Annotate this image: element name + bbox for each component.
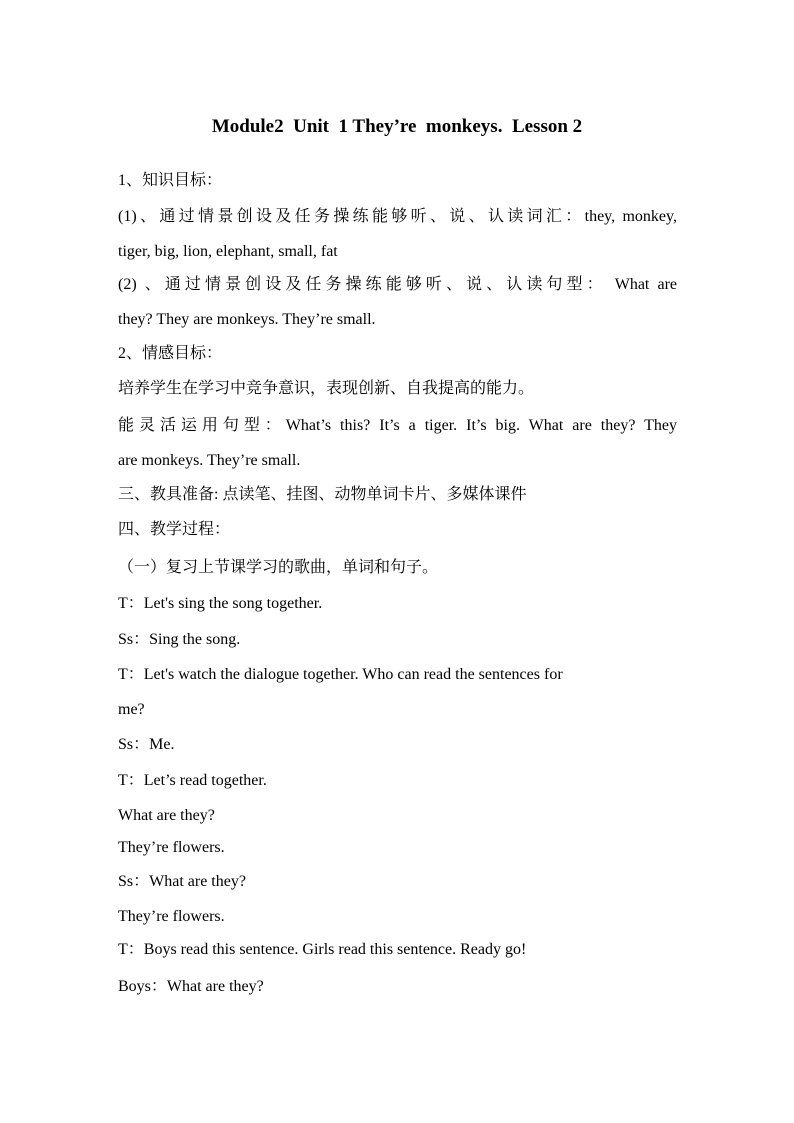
paragraph-line: they? They are monkeys. They’re small. xyxy=(118,311,376,328)
section-4-heading: 四、教学过程： xyxy=(118,521,231,538)
dialogue-line: me? xyxy=(118,701,145,718)
document-title: Module2 Unit 1 They’re monkeys. Lesson 2 xyxy=(211,116,583,137)
dialogue-line: Ss：Me. xyxy=(118,736,175,753)
paragraph-line: tiger, big, lion, elephant, small, fat xyxy=(118,243,338,260)
dialogue-line: What are they? xyxy=(118,807,215,824)
dialogue-line: T：Let’s read together. xyxy=(118,772,267,789)
dialogue-line: They’re flowers. xyxy=(118,908,225,925)
dialogue-line: T：Boys read this sentence. Girls read this sentence. Ready go! xyxy=(118,941,527,958)
paragraph-line: 能灵活运用句型：What’s this? It’s a tiger. It’s big. What are they? They xyxy=(118,417,677,434)
subsection-heading: （一）复习上节课学习的歌曲，单词和句子。 xyxy=(118,559,439,576)
section-1-heading: 1、知识目标： xyxy=(118,172,223,189)
dialogue-line: Ss：What are they? xyxy=(118,873,246,890)
dialogue-line: T：Let's watch the dialogue together. Who can read the sentences for xyxy=(118,666,563,683)
dialogue-line: Boys：What are they? xyxy=(118,978,264,995)
dialogue-line: Ss：Sing the song. xyxy=(118,631,241,648)
paragraph-line: (2) 、通过情景创设及任务操练能够听、说、认读句型： What are xyxy=(118,276,677,293)
paragraph-line: are monkeys. They’re small. xyxy=(118,452,301,469)
dialogue-line: They’re flowers. xyxy=(118,839,225,856)
paragraph-line: 培养学生在学习中竞争意识，表现创新、自我提高的能力。 xyxy=(118,380,535,397)
section-2-heading: 2、情感目标： xyxy=(118,345,223,362)
section-3-heading: 三、教具准备: 点读笔、挂图、动物单词卡片、多媒体课件 xyxy=(118,486,527,503)
paragraph-line: (1)、通过情景创设及任务操练能够听、说、认读词汇：they, monkey, xyxy=(118,208,677,225)
dialogue-line: T：Let's sing the song together. xyxy=(118,595,323,612)
